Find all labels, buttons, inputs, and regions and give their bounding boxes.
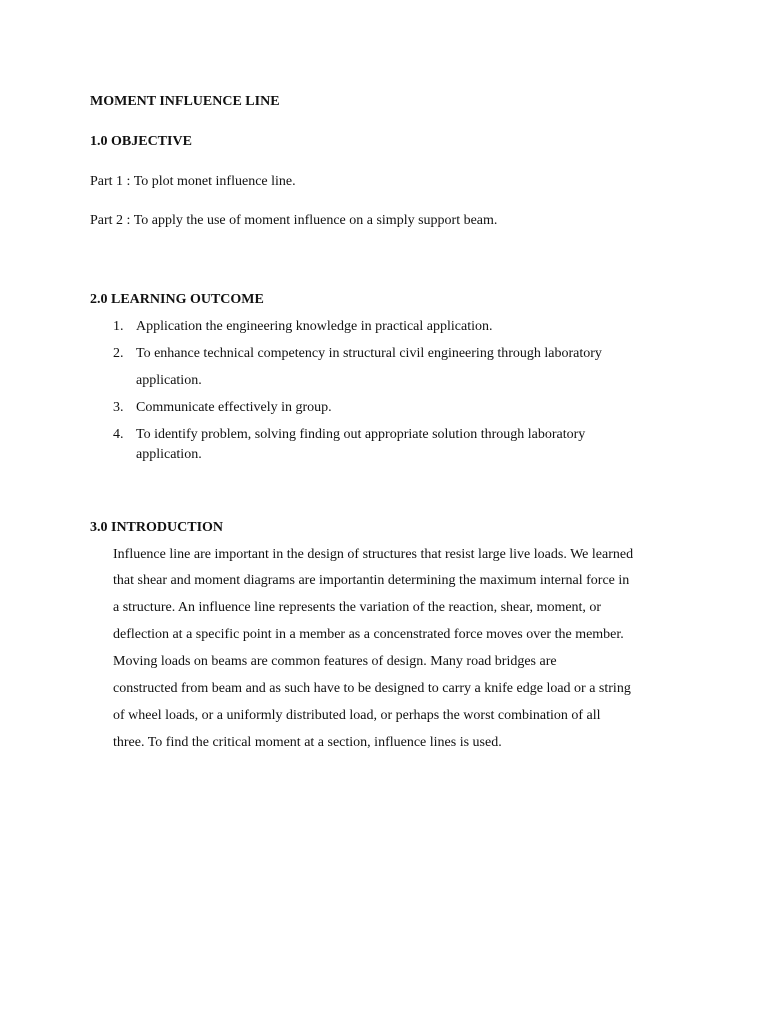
objective-part-1: Part 1 : To plot monet influence line. [90, 174, 296, 189]
introduction-line: Influence line are important in the design of structures that resist large live loads. We learned [113, 547, 634, 562]
learning-outcome-heading: 2.0 LEARNING OUTCOME [90, 292, 264, 307]
list-item-text: To identify problem, solving finding out appropriate solution through laboratory [136, 427, 586, 442]
list-item-text: Application the engineering knowledge in practical application. [136, 319, 493, 334]
document-title: MOMENT INFLUENCE LINE [90, 94, 280, 109]
introduction-line: constructed from beam and as such have to be designed to carry a knife edge load or a string [113, 681, 631, 696]
introduction-line: a structure. An influence line represents the variation of the reaction, shear, moment, or [113, 600, 602, 615]
list-item-number: 4. [113, 427, 124, 442]
list-item-number: 2. [113, 346, 124, 361]
list-item-text-continued: application. [136, 373, 202, 388]
introduction-line: that shear and moment diagrams are importantin determining the maximum internal force in [113, 573, 630, 588]
introduction-line: deflection at a specific point in a member as a concenstrated force moves over the member. [113, 627, 624, 642]
list-item-text: To enhance technical competency in structural civil engineering through laboratory [136, 346, 602, 361]
introduction-line: of wheel loads, or a uniformly distributed load, or perhaps the worst combination of all [113, 708, 601, 723]
introduction-line: Moving loads on beams are common features of design. Many road bridges are [113, 654, 557, 669]
objective-heading: 1.0 OBJECTIVE [90, 134, 192, 149]
introduction-line: three. To find the critical moment at a section, influence lines is used. [113, 735, 502, 750]
list-item-number: 1. [113, 319, 124, 334]
list-item-number: 3. [113, 400, 124, 415]
introduction-heading: 3.0 INTRODUCTION [90, 520, 224, 535]
list-item-text: Communicate effectively in group. [136, 400, 332, 415]
list-item-text-continued: application. [136, 447, 202, 462]
objective-part-2: Part 2 : To apply the use of moment influence on a simply support beam. [90, 213, 498, 228]
